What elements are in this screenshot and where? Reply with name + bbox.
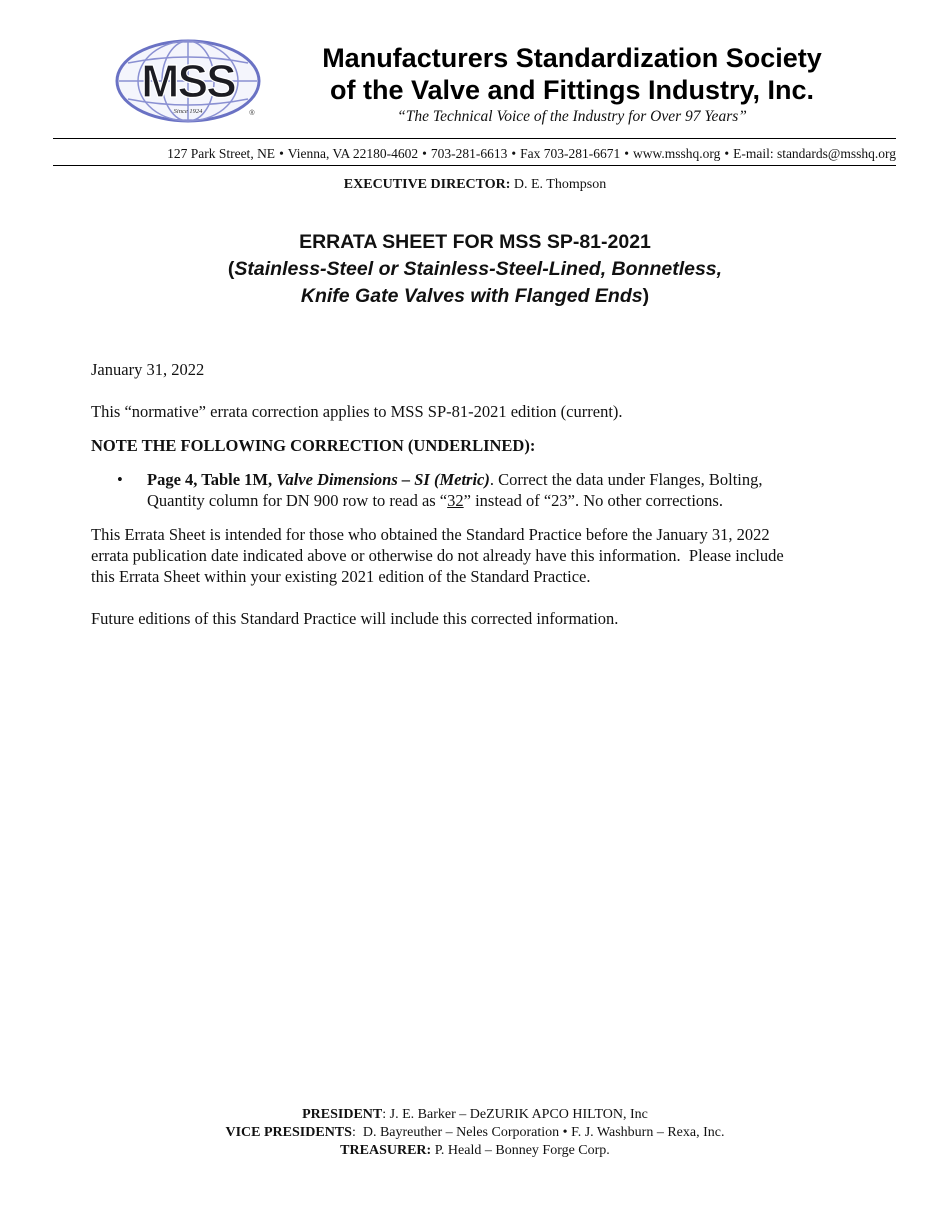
correction-table-name: Valve Dimensions – SI (Metric): [276, 470, 490, 489]
intended-paragraph: [91, 524, 891, 587]
address-bar: [53, 145, 896, 163]
officers-footer: [0, 1106, 950, 1160]
vice-presidents-line: [0, 1124, 950, 1142]
correction-text3: ” instead of “23”. No other corrections.: [463, 491, 723, 510]
title-subject-part1: Stainless-Steel or Stainless-Steel-Lined, Bonnetless,: [234, 258, 723, 280]
website-link[interactable]: www.msshq.org: [632, 146, 721, 161]
vice-presidents-value: : D. Bayreuther – Neles Corporation • F. J. Washburn – Rexa, Inc.: [351, 1125, 725, 1140]
treasurer-line: [0, 1142, 950, 1160]
bullet-separator: •: [724, 146, 730, 161]
header-divider-top: [53, 138, 896, 139]
organization-header: [270, 42, 874, 127]
org-name-line2: of the Valve and Fittings Industry, Inc.: [329, 75, 815, 105]
document-body: [91, 359, 891, 629]
executive-director-name: D. E. Thompson: [510, 177, 607, 192]
bullet-separator: •: [279, 146, 284, 161]
intended-line1: This Errata Sheet is intended for those who obtained the Standard Practice before the January 31, 2022: [91, 525, 770, 544]
corrected-value: 32: [447, 491, 464, 510]
correction-item: [91, 469, 891, 511]
treasurer-label: TREASURER:: [340, 1143, 432, 1158]
title-paren-open: (: [227, 258, 235, 280]
future-paragraph: Future editions of this Standard Practice will include this corrected information.: [91, 609, 619, 628]
title-subject-part2: Knife Gate Valves with Flanged Ends: [300, 285, 643, 307]
correction-text1: . Correct the data under Flanges, Bolting,: [489, 470, 763, 489]
intended-line3: this Errata Sheet within your existing 2021 edition of the Standard Practice.: [91, 567, 591, 586]
president-line: [0, 1106, 950, 1124]
org-tagline: “The Technical Voice of the Industry for Over 97 Years”: [397, 108, 747, 125]
logo-registered-mark: ®: [249, 110, 255, 117]
correction-text2: Quantity column for DN 900 row to read as “: [147, 491, 448, 510]
correction-reference: Page 4, Table 1M,: [147, 470, 277, 489]
applies-paragraph: This “normative” errata correction applies to MSS SP-81-2021 edition (current).: [91, 402, 623, 421]
email-link[interactable]: E-mail: standards@msshq.org: [733, 146, 896, 161]
title-paren-close: ): [642, 285, 650, 307]
treasurer-value: P. Heald – Bonney Forge Corp.: [431, 1143, 610, 1158]
bullet-separator: •: [624, 146, 629, 161]
address-fax: Fax 703-281-6671: [520, 146, 621, 161]
correction-line2: [147, 490, 891, 511]
intended-line2: errata publication date indicated above or otherwise do not already have this information. Please include: [91, 546, 784, 565]
address-phone: 703-281-6613: [430, 146, 508, 161]
correction-line1: [147, 469, 891, 490]
executive-director-label: EXECUTIVE DIRECTOR:: [343, 177, 511, 192]
vice-presidents-label: VICE PRESIDENTS: [225, 1125, 352, 1140]
document-title: [0, 229, 950, 310]
logo-since: Since 1924: [173, 108, 203, 115]
title-line1: ERRATA SHEET FOR MSS SP-81-2021: [299, 231, 651, 253]
correction-heading: NOTE THE FOLLOWING CORRECTION (UNDERLINED):: [91, 436, 536, 455]
document-date: January 31, 2022: [91, 360, 205, 379]
bullet-marker: •: [117, 470, 123, 489]
logo-letters: MSS: [141, 55, 235, 107]
title-line2: [0, 256, 950, 283]
executive-director: [0, 176, 950, 194]
header-divider-bottom: [53, 165, 896, 166]
org-name-line1: Manufacturers Standardization Society: [322, 43, 822, 73]
bullet-separator: •: [511, 146, 517, 161]
mss-logo: [114, 37, 262, 125]
president-label: PRESIDENT: [302, 1107, 383, 1122]
address-city: Vienna, VA 22180-4602: [287, 146, 419, 161]
address-street: 127 Park Street, NE: [167, 146, 276, 161]
bullet-separator: •: [422, 146, 427, 161]
president-value: : J. E. Barker – DeZURIK APCO HILTON, Inc: [382, 1107, 648, 1122]
title-line3: [0, 283, 950, 310]
